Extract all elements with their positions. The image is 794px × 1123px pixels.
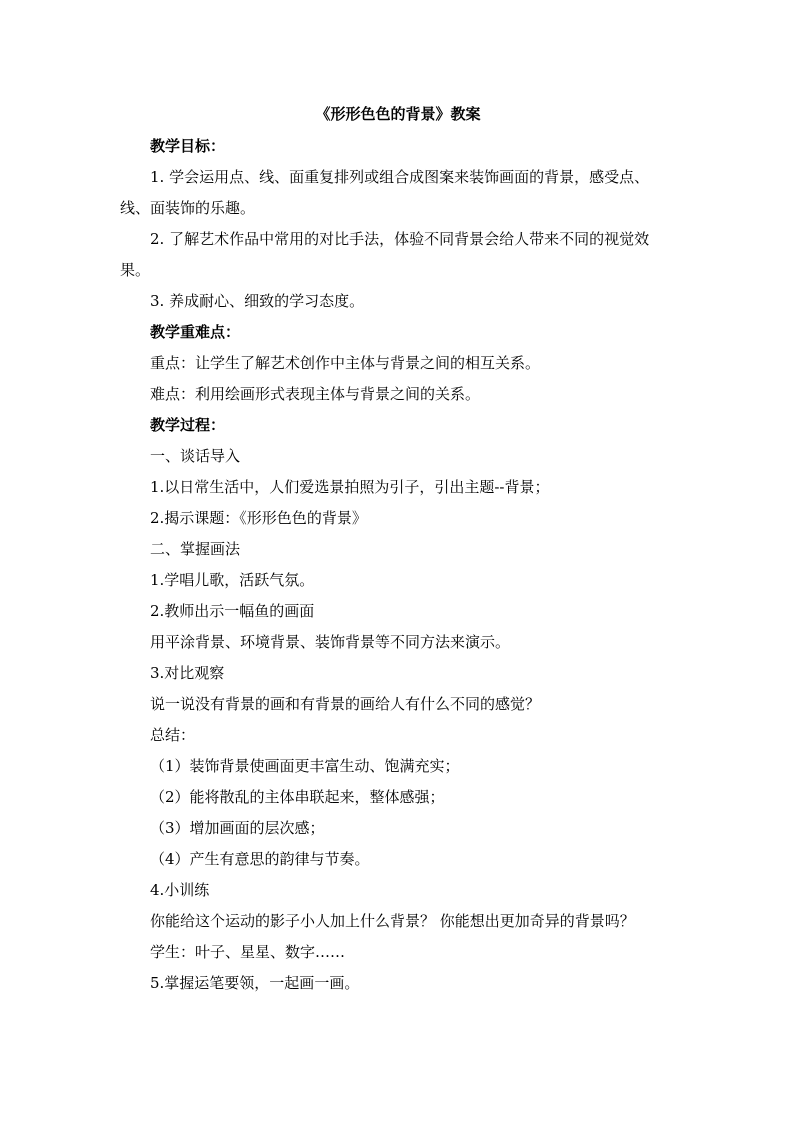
process-line: 用平涂背景、环境背景、装饰背景等不同方法来演示。 [150,633,511,651]
process-line: 你能给这个运动的影子小人加上什么背景？ 你能想出更加奇异的背景吗？ [150,912,635,930]
process-line: 1.以日常生活中，人们爱选景拍照为引子，引出主题--背景； [150,478,550,496]
process-line: 2.揭示课题：《形形色色的背景》 [150,509,367,527]
process-line: 1.学唱儿歌，活跃气氛。 [150,571,315,589]
process-line: 学生：叶子、星星、数字…… [150,943,346,961]
key-difficult-heading: 教学重难点： [150,323,241,341]
process-line: 5.掌握运笔要领，一起画一画。 [150,974,360,992]
objectives-heading: 教学目标： [150,137,226,155]
key-point: 重点：让学生了解艺术创作中主体与背景之间的相互关系。 [150,354,541,372]
objective-item: 3. 养成耐心、细致的学习态度。 [150,292,365,310]
process-line: 2.教师出示一幅鱼的画面 [150,602,315,620]
process-line: 二、掌握画法 [150,540,241,558]
summary-item: （2）能将散乱的主体串联起来，整体感强； [150,788,445,806]
process-line: 一、谈话导入 [150,447,241,465]
summary-item: （4）产生有意思的韵律与节奏。 [150,850,370,868]
document-title: 《形形色色的背景》教案 [315,105,481,123]
process-heading: 教学过程： [150,416,226,434]
process-line: 4.小训练 [150,881,210,899]
objective-item: 2. 了解艺术作品中常用的对比手法，体验不同背景会给人带来不同的视觉效果。 [120,230,650,279]
objective-item: 1. 学会运用点、线、面重复排列或组合成图案来装饰画面的背景，感受点、线、面装饰的乐趣。 [120,168,650,217]
summary-item: （3）增加画面的层次感； [150,819,325,837]
difficult-point: 难点：利用绘画形式表现主体与背景之间的关系。 [150,385,481,403]
document-page [120,99,676,999]
process-line: 总结： [150,726,196,744]
summary-item: （1）装饰背景使画面更丰富生动、饱满充实； [150,757,460,775]
process-line: 3.对比观察 [150,664,225,682]
process-line: 说一说没有背景的画和有背景的画给人有什么不同的感觉？ [150,695,541,713]
